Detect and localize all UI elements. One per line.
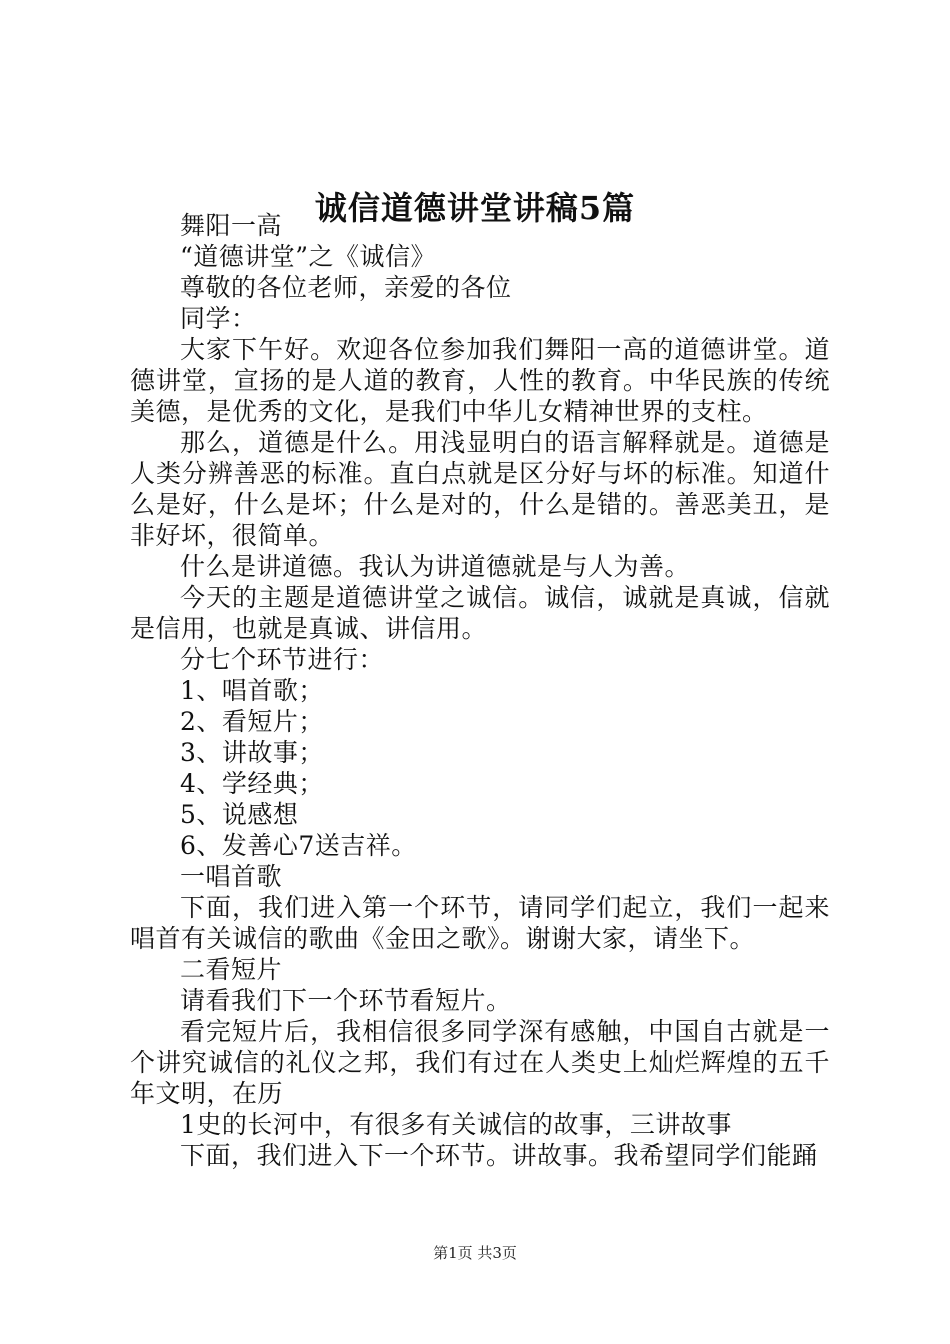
list-item: 6、发善心7送吉祥。	[180, 831, 417, 860]
section-heading: 二看短片	[180, 955, 283, 984]
paragraph: 大家下午好。欢迎各位参加我们舞阳一高的道德讲堂。道德讲堂，宣扬的是人道的教育，人性的教育。中华民族的传统美德，是优秀的文化，是我们中华儿女精神世界的支柱。	[130, 335, 830, 426]
paragraph: 尊敬的各位老师，亲爱的各位	[180, 273, 512, 302]
list-item: 1、唱首歌；	[180, 676, 324, 705]
document-body	[130, 210, 830, 1171]
paragraph: “道德讲堂”之《诚信》	[180, 242, 437, 271]
section-heading: 一唱首歌	[180, 862, 283, 891]
paragraph: 同学：	[180, 304, 257, 333]
list-item: 5、说感想	[180, 800, 299, 829]
list-item: 4、学经典；	[180, 769, 324, 798]
document-title: 诚信道德讲堂讲稿5篇	[314, 189, 636, 227]
paragraph: 舞阳一高	[180, 211, 283, 240]
paragraph: 今天的主题是道德讲堂之诚信。诚信，诚就是真诚，信就是信用，也就是真诚、讲信用。	[130, 583, 830, 643]
paragraph: 下面，我们进入下一个环节。讲故事。我希望同学们能踊	[180, 1141, 818, 1170]
page-footer: 第1页 共3页	[433, 1244, 517, 1262]
paragraph: 那么，道德是什么。用浅显明白的语言解释就是。道德是人类分辨善恶的标准。直白点就是区分好与坏的标准。知道什么是好，什么是坏；什么是对的，什么是错的。善恶美丑，是非好坏，很简单。	[130, 428, 830, 550]
paragraph: 请看我们下一个环节看短片。	[180, 986, 512, 1015]
paragraph: 分七个环节进行：	[180, 645, 385, 674]
list-item: 3、讲故事；	[180, 738, 324, 767]
paragraph: 什么是讲道德。我认为讲道德就是与人为善。	[180, 552, 691, 581]
paragraph: 下面，我们进入第一个环节，请同学们起立，我们一起来唱首有关诚信的歌曲《金田之歌》。谢谢大家，请坐下。	[130, 893, 830, 953]
paragraph: 看完短片后，我相信很多同学深有感触，中国自古就是一个讲究诚信的礼仪之邦，我们有过在人类史上灿烂辉煌的五千年文明，在历	[130, 1017, 830, 1108]
paragraph: 1史的长河中，有很多有关诚信的故事，三讲故事	[180, 1110, 732, 1139]
list-item: 2、看短片；	[180, 707, 324, 736]
